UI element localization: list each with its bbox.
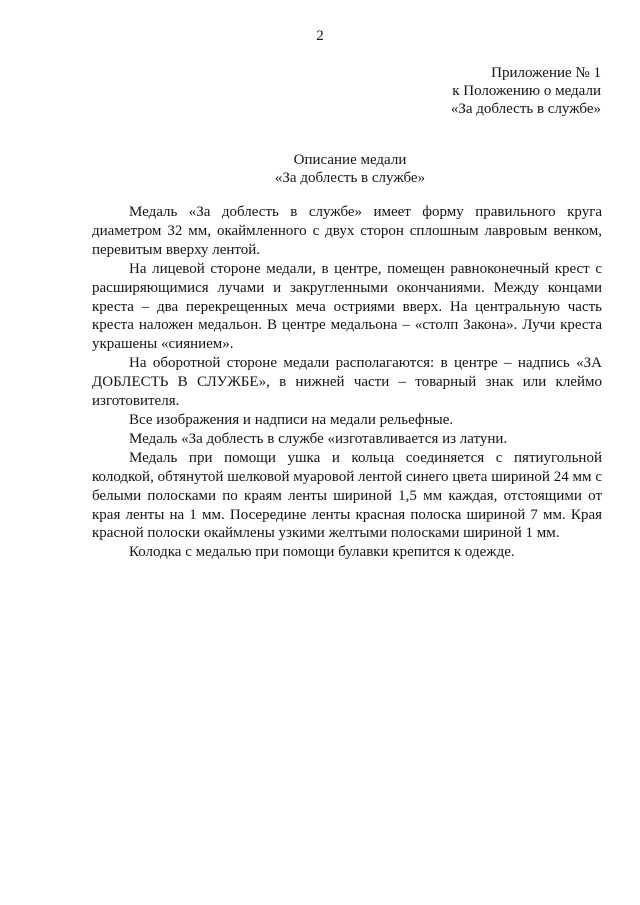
paragraph-attachment: Колодка с медалью при помощи булавки крепится к одежде. [129,544,515,561]
paragraph-material: Медаль «За доблесть в службе «изготавливается из латуни. [129,430,508,447]
appendix-line-3: «За доблесть в службе» [450,101,601,117]
paragraph-ribbon: Медаль при помощи ушка и кольца соединяется с пятиугольной колодкой, обтянутой шелковой муаровой лентой синего цвета шириной 24 мм с белыми полосками по краям ленты шириной 1,5 мм каждая, отстоящими от края ленты на 1 мм. Посередине ленты красная полоска шириной 7 мм. Края красной полоски окаймлены узкими желтыми полосками шириной 1 мм. [92,449,602,542]
paragraph-relief: Все изображения и надписи на медали рельефные. [129,411,454,428]
paragraph-reverse: На оборотной стороне медали располагаются: в центре – надпись «ЗА ДОБЛЕСТЬ В СЛУЖБЕ», в нижней части – товарный знак или клеймо изготовителя. [92,355,602,410]
appendix-reference [451,64,601,118]
document-body [92,203,602,562]
paragraph-obverse: На лицевой стороне медали, в центре, помещен равноконечный крест с расширяющимися лучами и закругленными окончаниями. Между концами креста – два перекрещенных меча остриями вверх. На центральную часть креста наложен медальон. В центре медальона – «столп Закона». Лучи креста украшены «сиянием». [92,260,602,353]
title-line-1: Описание медали [293,152,407,168]
appendix-line-2: к Положению о медали [452,83,601,99]
title-line-2: «За доблесть в службе» [274,170,426,186]
appendix-line-1: Приложение № 1 [491,65,601,81]
paragraph-medal-shape: Медаль «За доблесть в службе» имеет форму правильного круга диаметром 32 мм, окаймленного с двух сторон сплошным лавровым венком, перевитым вверху лентой. [92,204,602,258]
document-title [0,151,640,187]
page-number: 2 [316,28,324,44]
